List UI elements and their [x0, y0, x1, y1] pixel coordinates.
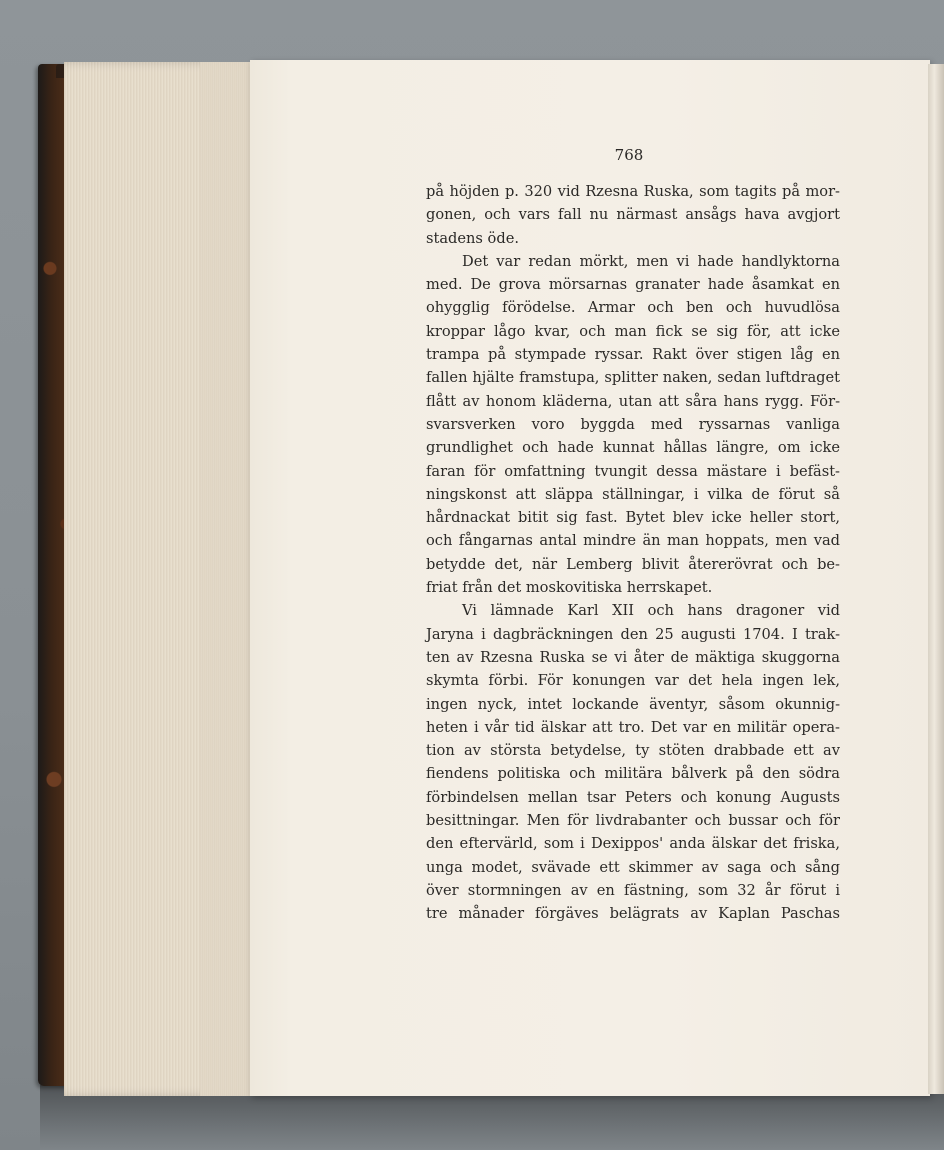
page-number: 768 [614, 146, 644, 164]
text-line: skymta förbi. För konungen var det hela ingen lek, [426, 672, 840, 690]
text-line: unga modet, svävade ett skimmer av saga och sång [426, 858, 840, 876]
text-line: trampa på stympade ryssar. Rakt över stigen låg en [426, 346, 840, 364]
text-line: ningskonst att släppa ställningar, i vilka de förut så [426, 485, 840, 503]
text-line: ten av Rzesna Ruska se vi åter de mäktiga skuggorna [426, 648, 840, 666]
text-line: kroppar lågo kvar, och man fick se sig för, att icke [426, 322, 840, 340]
body-text [426, 180, 840, 926]
text-line: ingen nyck, intet lockande äventyr, såsom okunnig- [426, 695, 840, 713]
text-line: hårdnackat bitit sig fast. Bytet blev icke heller stort, [426, 509, 840, 527]
text-line: svarsverken voro byggda med ryssarnas vanliga [426, 415, 840, 433]
text-line: grundlighet och hade kunnat hållas längre, om icke [426, 439, 840, 457]
text-line: besittningar. Men för livdrabanter och bussar och för [426, 812, 840, 830]
text-line: gonen, och vars fall nu närmast ansågs hava avgjort [426, 206, 840, 224]
text-line: med. De grova mörsarnas granater hade åsamkat en [426, 276, 840, 294]
text-line: Det var redan mörkt, men vi hade handlyktorna [462, 252, 840, 270]
text-line: friat från det moskovitiska herrskapet. [426, 579, 713, 597]
text-line: heten i vår tid älskar att tro. Det var en militär opera- [426, 718, 840, 736]
page-stack-edge [200, 62, 252, 1096]
text-line: fiendens politiska och militära bålverk på den södra [426, 765, 840, 783]
text-line: förbindelsen mellan tsar Peters och konung Augusts [426, 788, 840, 806]
text-line: Jaryna i dagbräckningen den 25 augusti 1704. I trak- [426, 625, 840, 643]
text-line: faran för omfattning tvungit dessa mästare i befäst- [426, 462, 840, 480]
text-line: tre månader förgäves belägrats av Kaplan Paschas [426, 905, 840, 923]
text-line: den eftervärld, som i Dexippos' anda älskar det friska, [426, 835, 840, 853]
text-line: och fångarnas antal mindre än man hoppats, men vad [426, 532, 840, 550]
text-line: tion av största betydelse, ty stöten drabbade ett av [426, 742, 840, 760]
text-line: flått av honom kläderna, utan att såra hans rygg. För- [426, 392, 840, 410]
text-line: Vi lämnade Karl XII och hans dragoner vid [462, 602, 840, 620]
text-line: över stormningen av en fästning, som 32 år förut i [426, 881, 840, 899]
text-line: ohygglig förödelse. Armar och ben och huvudlösa [426, 299, 840, 317]
text-line: stadens öde. [426, 229, 519, 247]
text-line: på höjden p. 320 vid Rzesna Ruska, som tagits på mor- [426, 183, 840, 200]
text-line: betydde det, när Lemberg blivit återerövrat och be- [426, 555, 840, 573]
text-line: fallen hjälte framstupa, splitter naken, sedan luftdraget [426, 369, 840, 387]
page-right-edge [928, 64, 944, 1094]
